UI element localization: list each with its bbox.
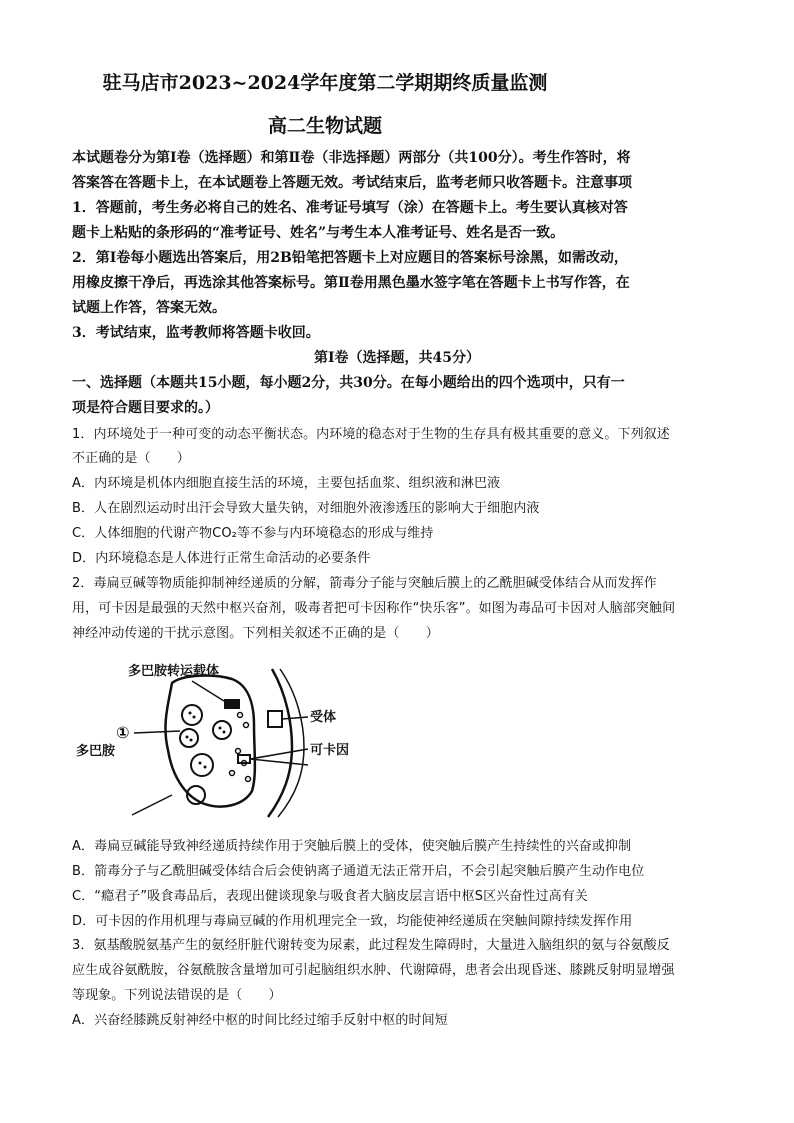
question-stem: 1．内环境处于一种可变的动态平衡状态。内环境的稳态对于生物的生存具有极其重要的意义。下列叙述 (72, 427, 670, 442)
synapse-diagram (72, 655, 432, 825)
intro-line: 试题上作答，答案无效。 (72, 300, 226, 316)
marker-pointer (134, 731, 180, 733)
intro-line: 1．答题前，考生务必将自己的姓名、准考证号填写（涂）在答题卡上。考生要认真核对答 (72, 200, 628, 216)
figure-label-dopamine: 多巴胺 (76, 744, 116, 759)
question-stem: 2．毒扁豆碱等物质能抑制神经递质的分解，箭毒分子能与突触后膜上的乙酰胆碱受体结合从而发挥作 (72, 576, 657, 591)
question-stem: 3．氨基酸脱氨基产生的氨经肝脏代谢转变为尿素，此过程发生障碍时，大量进入脑组织的氨与谷氨酸反 (72, 938, 670, 953)
option-b: B．人在剧烈运动时出汗会导致大量失钠，对细胞外液渗透压的影响大于细胞内液 (72, 501, 540, 516)
question-stem: 用，可卡因是最强的天然中枢兴奋剂，吸毒者把可卡因称作“快乐客”。如图为毒品可卡因对人脑部突触间 (72, 601, 676, 616)
intro-line: 2．第Ⅰ卷每小题选出答案后，用2B铅笔把答题卡上对应题目的答案标号涂黑，如需改动， (72, 250, 628, 266)
figure-label-cocaine: 可卡因 (310, 743, 350, 758)
axon-line (132, 795, 172, 815)
page-title: 驻马店市2023~2024学年度第二学期期终质量监测 (102, 72, 548, 94)
intro-line: 用橡皮擦干净后，再选涂其他答案标号。第Ⅱ卷用黑色墨水签字笔在答题卡上书写作答，在 (72, 275, 630, 291)
option-a: A．内环境是机体内细胞直接生活的环境，主要包括血浆、组织液和淋巴液 (72, 476, 501, 491)
question-stem: 神经冲动传递的干扰示意图。下列相关叙述不正确的是（ ） (72, 626, 439, 641)
question-stem: 应生成谷氨酰胺，谷氨酰胺含量增加可引起脑组织水肿、代谢障碍，患者会出现昏迷、膝跳反射明显增强 (72, 963, 675, 978)
option-a: A．毒扁豆碱能导致神经递质持续作用于突触后膜上的受体，使突触后膜产生持续性的兴奋或抑制 (72, 839, 632, 854)
vesicle (213, 721, 231, 739)
transporter-shape (224, 699, 240, 709)
page-subtitle: 高二生物试题 (267, 115, 382, 137)
vesicle (191, 754, 213, 776)
option-a: A．兴奋经膝跳反射神经中枢的时间比经过缩手反射中枢的时间短 (72, 1013, 448, 1028)
intro-line: 本试题卷分为第Ⅰ卷（选择题）和第Ⅱ卷（非选择题）两部分（共100分）。考生作答时，将 (72, 150, 631, 166)
intro-line: 题卡上粘贴的条形码的“准考证号、姓名”与考生本人准考证号、姓名是否一致。 (72, 225, 565, 241)
postsynaptic-membrane (268, 669, 292, 817)
vesicle (182, 705, 202, 725)
option-d: D．可卡因的作用机理与毒扁豆碱的作用机理完全一致，均能使神经递质在突触间隙持续发挥作用 (72, 914, 633, 929)
section-instruction: 一、选择题（本题共15小题，每小题2分，共30分。在每小题给出的四个选项中，只有一 (72, 375, 625, 391)
figure-label-marker: ① (116, 723, 130, 742)
option-d: D．内环境稳态是人体进行正常生命活动的必要条件 (72, 551, 371, 566)
receptor-pointer (282, 717, 308, 719)
intro-line: 答案答在答题卡上，在本试题卷上答题无效。考试结束后，监考老师只收答题卡。注意事项 (72, 175, 632, 191)
intro-line: 3．考试结束，监考教师将答题卡收回。 (72, 325, 320, 341)
cocaine-shape (238, 755, 250, 763)
receptor-shape (268, 711, 282, 727)
cocaine-pointer (250, 759, 308, 765)
option-c: C．人体细胞的代谢产物CO₂等不参与内环境稳态的形成与维持 (72, 526, 434, 541)
presynaptic-terminal (165, 676, 254, 807)
figure-label-receptor: 受体 (310, 710, 337, 725)
figure-label-transporter: 多巴胺转运载体 (128, 664, 220, 679)
option-c: C．“瘾君子”吸食毒品后，表现出健谈现象与吸食者大脑皮层言语中枢S区兴奋性过高有关 (72, 889, 588, 904)
question-stem: 等现象。下列说法错误的是（ ） (72, 988, 282, 1003)
cocaine-pointer (250, 749, 308, 759)
question-stem: 不正确的是（ ） (72, 451, 190, 466)
option-b: B．箭毒分子与乙酰胆碱受体结合后会使钠离子通道无法正常开启，不会引起突触后膜产生动作电位 (72, 864, 645, 879)
transporter-pointer (192, 681, 224, 701)
vesicle (180, 729, 198, 747)
section-heading: 第Ⅰ卷（选择题，共45分） (313, 350, 481, 366)
neurotransmitter-molecules (230, 713, 251, 782)
section-instruction: 项是符合题目要求的。） (72, 400, 219, 416)
